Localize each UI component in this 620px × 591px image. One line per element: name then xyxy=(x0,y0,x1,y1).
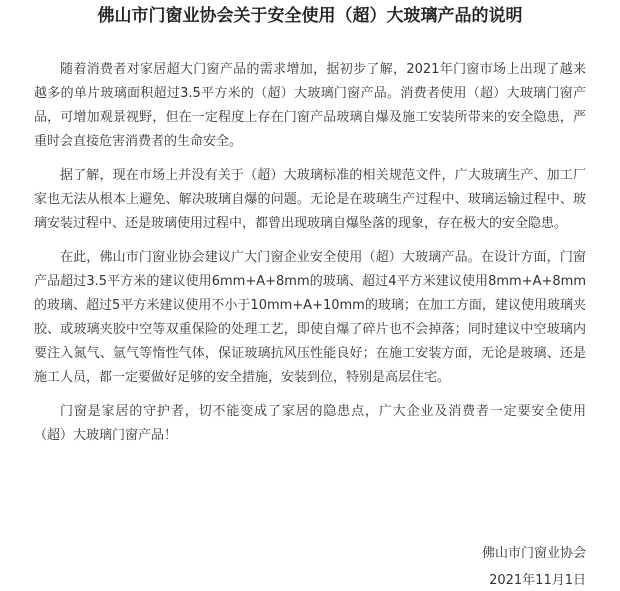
paragraph-1: 随着消费者对家居超大门窗产品的需求增加，据初步了解，2021年门窗市场上出现了越来越多的单片玻璃面积超过3.5平方米的（超）大玻璃门窗产品。消费者使用（超）大玻璃门窗产品，可增加观景视野，但在一定程度上存在门窗产品玻璃自爆及施工安装所带来的安全隐患，严重时会直接危害消费者的生命安全。 xyxy=(34,62,586,149)
document-body xyxy=(34,58,586,458)
signature-organization: 佛山市门窗业协会 xyxy=(481,546,586,561)
signature-date: 2021年11月1日 xyxy=(489,573,586,588)
paragraph-4: 门窗是家居的守护者，切不能变成了家居的隐患点，广大企业及消费者一定要安全使用（超）大玻璃门窗产品！ xyxy=(34,404,586,443)
paragraph-3: 在此，佛山市门窗业协会建议广大门窗企业安全使用（超）大玻璃产品。在设计方面，门窗产品超过3.5平方米的建议使用6mm+A+8mm的玻璃、超过4平方米建议使用8mm+A+8mm的玻璃、超过5平方米建议使用不小于10mm+A+10mm的玻璃；在加工方面，建议使用玻璃夹胶、或玻璃夹胶中空等双重保险的处理工艺，即使自爆了碎片也不会掉落；同时建议中空玻璃内要注入氮气、氩气等惰性气体，保证玻璃抗风压性能良好；在施工安装方面，无论是玻璃、还是施工人员，都一定要做好足够的安全措施，安装到位，特别是高层住宅。 xyxy=(34,250,586,385)
paragraph-2: 据了解，现在市场上并没有关于（超）大玻璃标准的相关规范文件，广大玻璃生产、加工厂家也无法从根本上避免、解决玻璃自爆的问题。无论是在玻璃生产过程中、玻璃运输过程中、玻璃安装过程中、还是玻璃使用过程中，都曾出现玻璃自爆坠落的现象，存在极大的安全隐患。 xyxy=(34,168,586,231)
document-title: 佛山市门窗业协会关于安全使用（超）大玻璃产品的说明 xyxy=(97,6,523,26)
